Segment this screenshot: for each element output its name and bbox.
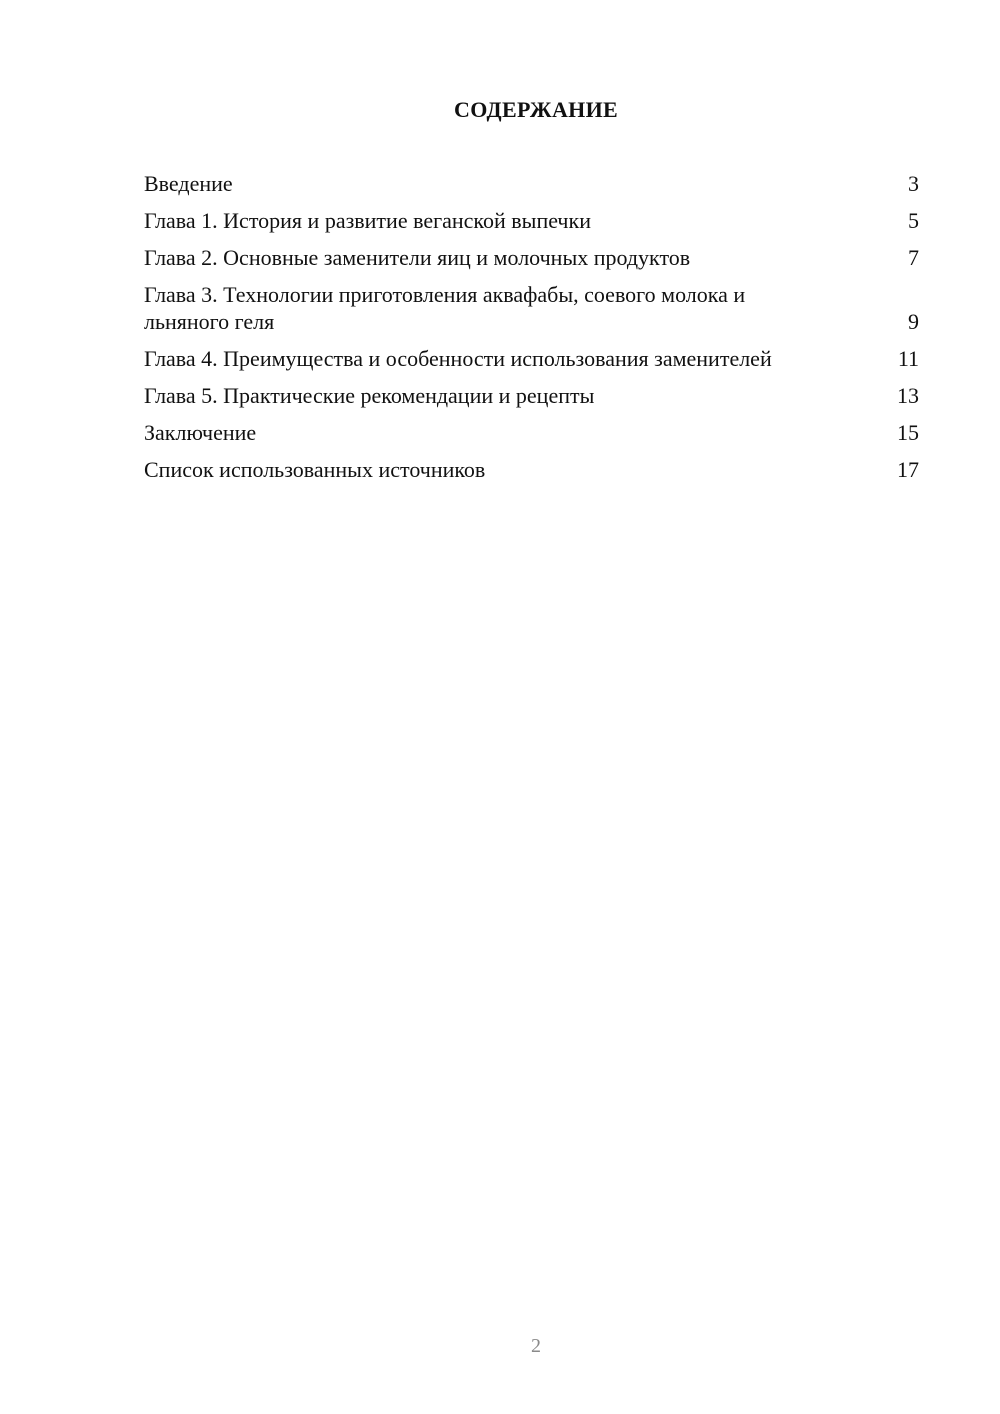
toc-entry-page: 5 bbox=[908, 208, 919, 233]
toc-entry-chapter-5 bbox=[144, 382, 919, 409]
toc-entry-page: 15 bbox=[897, 420, 919, 445]
toc-entry-chapter-2 bbox=[144, 244, 919, 271]
toc-entry-references bbox=[144, 456, 919, 483]
toc-entry-label: Глава 3. Технологии приготовления аквафабы, соевого молока и льняного геля bbox=[144, 282, 746, 334]
toc-entry-chapter-3 bbox=[144, 281, 919, 335]
toc-entry-label: Глава 2. Основные заменители яиц и молочных продуктов bbox=[144, 245, 691, 270]
toc-entry-page: 11 bbox=[897, 346, 919, 371]
toc-entry-chapter-4 bbox=[144, 345, 919, 372]
toc-entry-page: 3 bbox=[908, 171, 919, 196]
table-of-contents bbox=[144, 170, 919, 493]
toc-entry-page: 17 bbox=[897, 457, 919, 482]
page-number: 2 bbox=[531, 1335, 541, 1357]
toc-entry-page: 13 bbox=[897, 383, 919, 408]
toc-entry-label: Заключение bbox=[144, 420, 257, 445]
toc-entry-page: 7 bbox=[908, 245, 919, 270]
toc-entry-label: Глава 4. Преимущества и особенности использования заменителей bbox=[144, 346, 772, 371]
page-title: СОДЕРЖАНИЕ bbox=[454, 97, 618, 122]
toc-entry-introduction bbox=[144, 170, 919, 197]
toc-entry-conclusion bbox=[144, 419, 919, 446]
toc-entry-label: Глава 5. Практические рекомендации и рецепты bbox=[144, 383, 595, 408]
toc-entry-chapter-1 bbox=[144, 207, 919, 234]
toc-entry-label: Введение bbox=[144, 171, 233, 196]
toc-entry-label: Список использованных источников bbox=[144, 457, 486, 482]
toc-entry-page: 9 bbox=[908, 309, 919, 334]
toc-entry-label: Глава 1. История и развитие веганской выпечки bbox=[144, 208, 591, 233]
